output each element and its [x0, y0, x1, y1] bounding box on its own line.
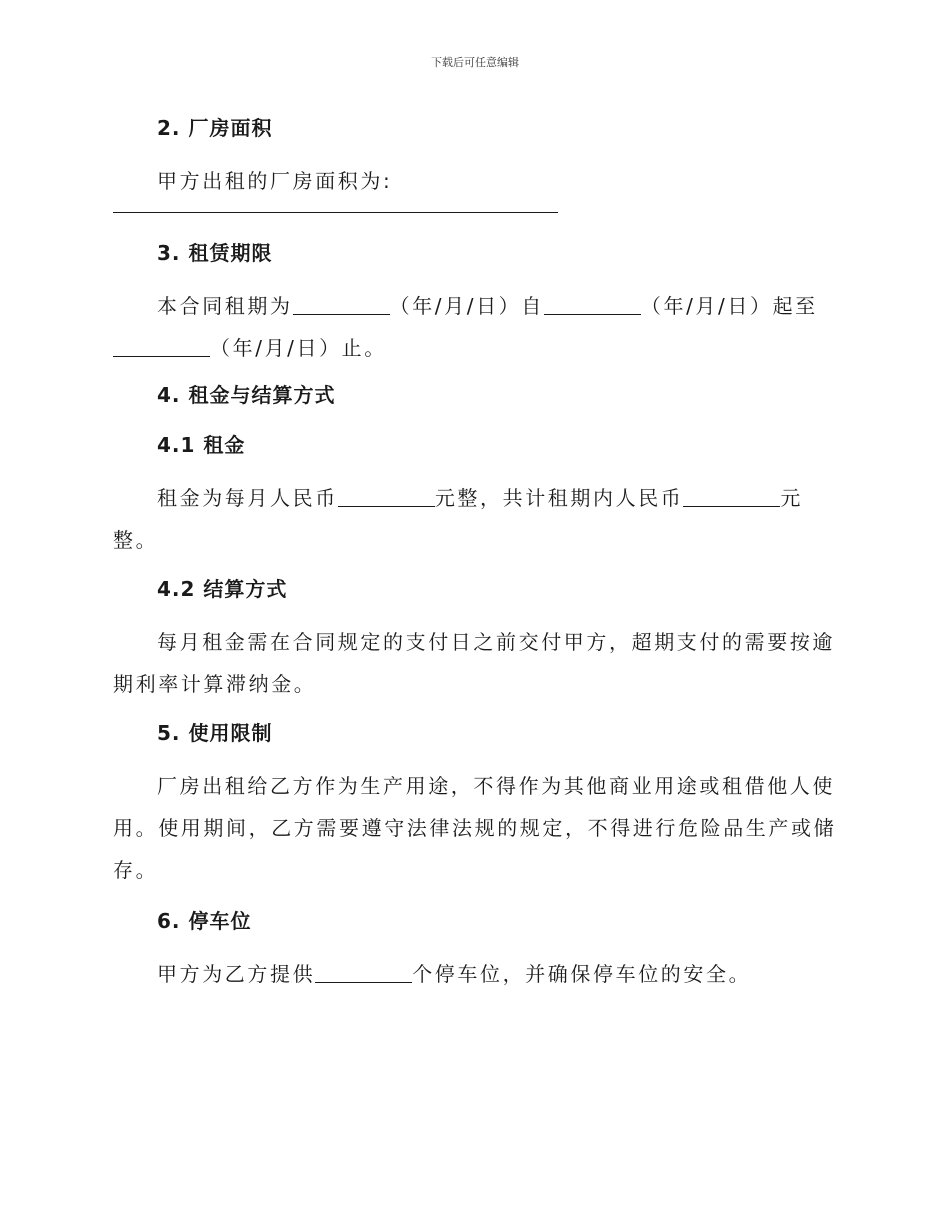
section-41-part2: 元整，共计租期内人民币	[434, 486, 684, 510]
document-body	[113, 110, 843, 995]
section-4-title: 4. 租金与结算方式	[157, 383, 336, 407]
header-note: 下载后可任意编辑	[431, 56, 519, 69]
section-41-part1: 租金为每月人民币	[157, 486, 338, 510]
section-5-title: 5. 使用限制	[157, 721, 273, 745]
term-blank-1	[293, 292, 390, 315]
section-3-part3: （年/月/日）起至	[640, 294, 818, 318]
section-2-text	[113, 160, 843, 202]
parking-count-blank	[315, 960, 412, 983]
section-3-title: 3. 租赁期限	[157, 241, 273, 265]
section-6-title: 6. 停车位	[157, 909, 252, 933]
section-41-text	[113, 477, 843, 561]
section-6-part2: 个停车位，并确保停车位的安全。	[412, 962, 752, 986]
section-2-line: 甲方出租的厂房面积为:	[157, 169, 393, 193]
section-41-part3: 元整。	[113, 486, 804, 552]
rent-total-blank	[683, 484, 780, 507]
term-blank-3	[113, 334, 210, 357]
section-5-text: 厂房出租给乙方作为生产用途，不得作为其他商业用途或租借他人使用。使用期间，乙方需要遵守法律法规的规定，不得进行危险品生产或储存。	[113, 774, 837, 882]
section-6-text	[113, 953, 843, 995]
term-blank-2	[544, 292, 641, 315]
section-42-text: 每月租金需在合同规定的支付日之前交付甲方，超期支付的需要按逾期利率计算滞纳金。	[113, 630, 835, 696]
section-6-part1: 甲方为乙方提供	[157, 962, 316, 986]
section-3-part1: 本合同租期为	[157, 294, 293, 318]
section-3-part4: （年/月/日）止。	[210, 336, 387, 360]
rent-monthly-blank	[338, 484, 435, 507]
section-3-text	[113, 285, 843, 369]
section-42-title: 4.2 结算方式	[157, 577, 288, 601]
section-3-part2: （年/月/日）自	[389, 294, 544, 318]
section-41-title: 4.1 租金	[157, 433, 246, 457]
section-2-title: 2. 厂房面积	[157, 116, 273, 140]
